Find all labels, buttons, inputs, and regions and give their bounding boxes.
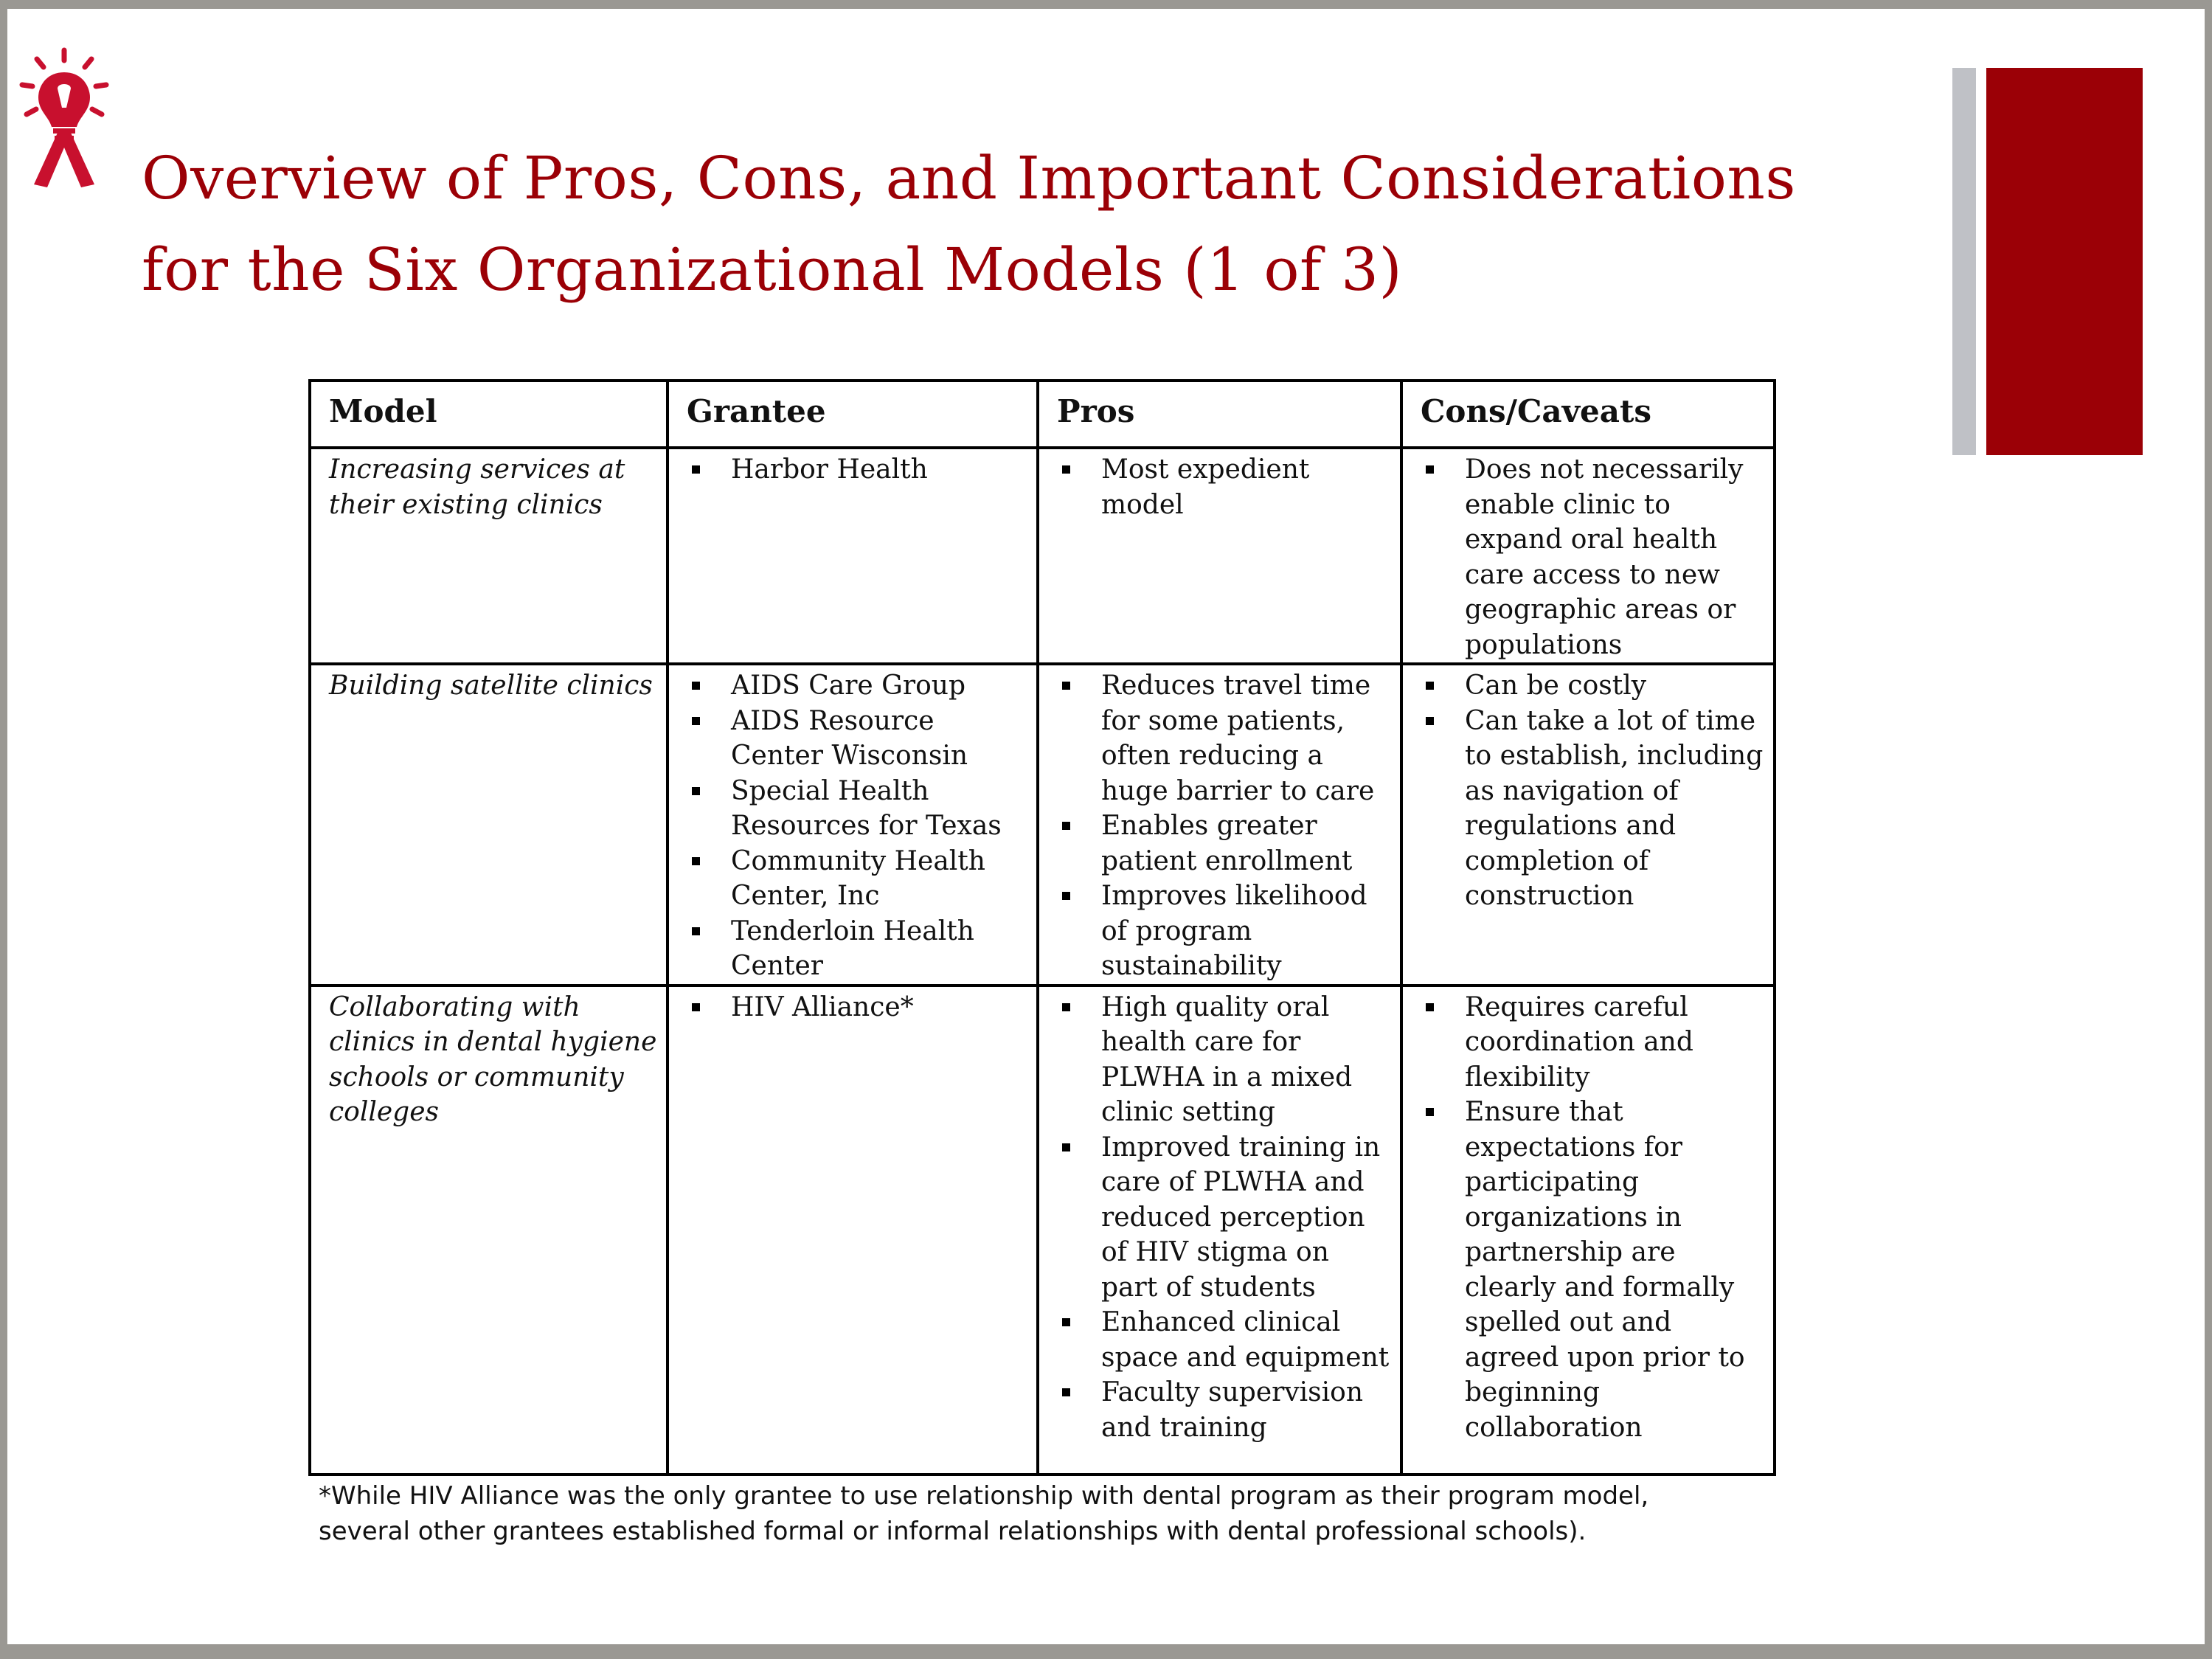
- footnote: [319, 1478, 2089, 1549]
- cons-cell: [1401, 448, 1775, 664]
- header-grantee: Grantee: [668, 381, 1038, 448]
- header-model: Model: [310, 381, 668, 448]
- slide-title: [142, 133, 1927, 316]
- list-item: Can be costly: [1423, 668, 1766, 704]
- list-item: Does not necessarily enable clinic to expand oral health care access to new geographic areas or populations: [1423, 452, 1766, 662]
- footnote-line-1: *While HIV Alliance was the only grantee to use relationship with dental program as their program model,: [319, 1481, 1649, 1511]
- models-table: [308, 379, 1776, 1476]
- footnote-line-2: several other grantees established formal or informal relationships with dental professional schools).: [319, 1517, 1587, 1546]
- pros-cell: [1038, 664, 1401, 986]
- table-row: [310, 664, 1775, 986]
- grantee-cell: [668, 986, 1038, 1475]
- cons-cell: [1401, 986, 1775, 1475]
- list-item: Faculty supervision and training: [1059, 1375, 1393, 1445]
- list-item: Improved training in care of PLWHA and reduced perception of HIV stigma on part of students: [1059, 1130, 1393, 1306]
- list-item: Enables greater patient enrollment: [1059, 808, 1393, 879]
- model-cell: Building satellite clinics: [310, 664, 668, 986]
- table-row: [310, 986, 1775, 1475]
- lightbulb-ribbon-icon: [16, 44, 112, 192]
- list-item: HIV Alliance*: [689, 990, 1029, 1025]
- pros-list: [1057, 990, 1393, 1446]
- list-item: Reduces travel time for some patients, often reducing a huge barrier to care: [1059, 668, 1393, 808]
- cons-cell: [1401, 664, 1775, 986]
- pros-cell: [1038, 448, 1401, 664]
- cons-list: [1421, 668, 1766, 914]
- model-cell: Increasing services at their existing clinics: [310, 448, 668, 664]
- pros-list: [1057, 668, 1393, 984]
- list-item: Improves likelihood of program sustainability: [1059, 879, 1393, 984]
- table-row: [310, 448, 1775, 664]
- list-item: Most expedient model: [1059, 452, 1393, 522]
- pros-cell: [1038, 986, 1401, 1475]
- table-header-row: [310, 381, 1775, 448]
- grantee-list: [687, 990, 1029, 1025]
- grantee-cell: [668, 664, 1038, 986]
- cons-list: [1421, 452, 1766, 662]
- list-item: High quality oral health care for PLWHA in a mixed clinic setting: [1059, 990, 1393, 1130]
- model-cell: Collaborating with clinics in dental hygiene schools or community colleges: [310, 986, 668, 1475]
- list-item: Ensure that expectations for participating organizations in partnership are clearly and formally spelled out and agreed upon prior to beginning collaboration: [1423, 1095, 1766, 1445]
- list-item: Harbor Health: [689, 452, 1029, 488]
- grantee-list: [687, 452, 1029, 488]
- decorative-gray-bar: [1952, 68, 1976, 455]
- decorative-red-bar: [1986, 68, 2143, 455]
- list-item: Requires careful coordination and flexibility: [1423, 990, 1766, 1095]
- cons-list: [1421, 990, 1766, 1446]
- header-pros: Pros: [1038, 381, 1401, 448]
- list-item: Tenderloin Health Center: [689, 914, 1029, 984]
- list-item: Special Health Resources for Texas: [689, 774, 1029, 844]
- pros-list: [1057, 452, 1393, 522]
- list-item: AIDS Resource Center Wisconsin: [689, 704, 1029, 774]
- header-cons: Cons/Caveats: [1401, 381, 1775, 448]
- list-item: AIDS Care Group: [689, 668, 1029, 704]
- list-item: Community Health Center, Inc: [689, 844, 1029, 914]
- list-item: Enhanced clinical space and equipment: [1059, 1305, 1393, 1375]
- list-item: Can take a lot of time to establish, including as navigation of regulations and completion of construction: [1423, 704, 1766, 914]
- title-line-1: Overview of Pros, Cons, and Important Considerations: [142, 144, 1796, 212]
- grantee-cell: [668, 448, 1038, 664]
- grantee-list: [687, 668, 1029, 984]
- title-line-2: for the Six Organizational Models (1 of 3): [142, 235, 1403, 304]
